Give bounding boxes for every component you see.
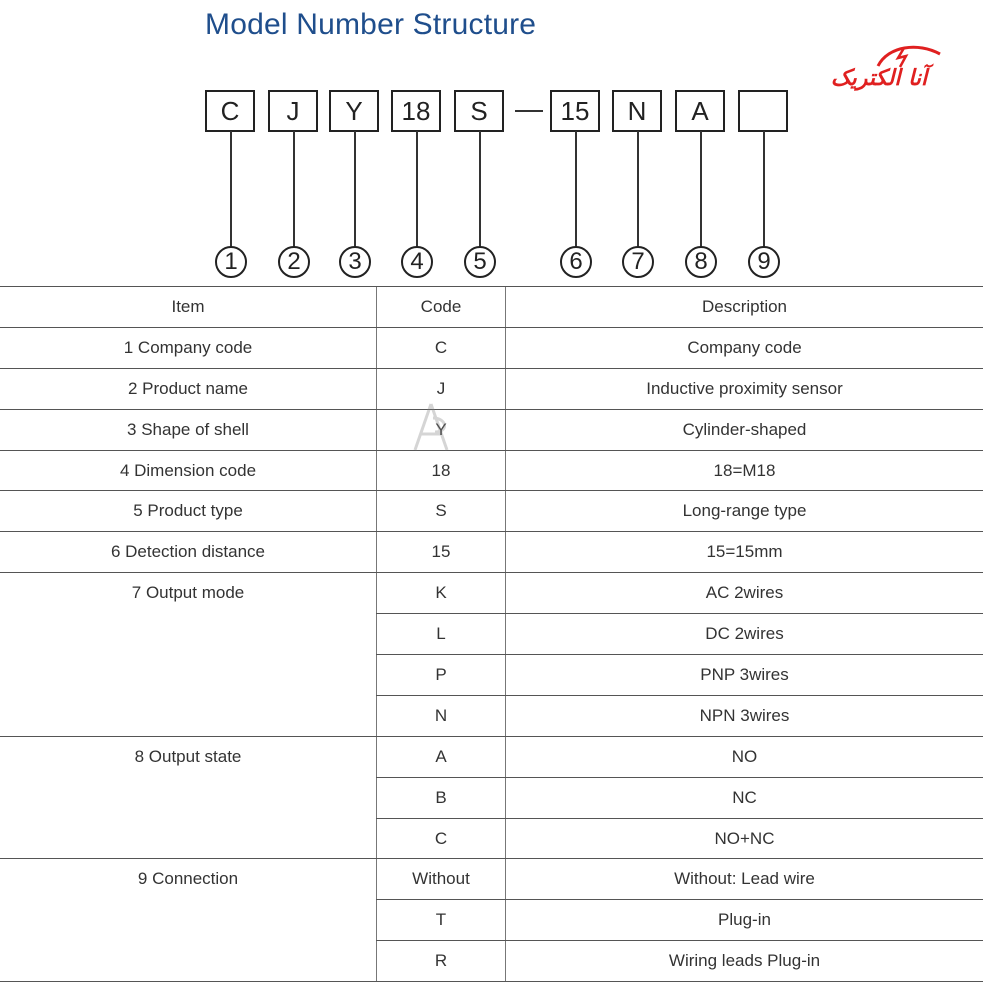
connector-line: [763, 131, 765, 249]
code-cell: S: [377, 491, 506, 532]
table-row: [0, 368, 983, 409]
code-cell: C: [377, 327, 506, 368]
connector-line: [293, 131, 295, 249]
description-cell: DC 2wires: [506, 614, 984, 655]
code-box-7: N: [612, 90, 662, 132]
code-box-6: 15: [550, 90, 600, 132]
table-row: [0, 736, 983, 777]
code-box-9: [738, 90, 788, 132]
code-cell: A: [377, 736, 506, 777]
code-box-5: S: [454, 90, 504, 132]
item-cell: 9 Connection: [0, 859, 377, 982]
header-item: Item: [0, 287, 377, 328]
item-cell: 3 Shape of shell: [0, 409, 377, 450]
code-cell: B: [377, 777, 506, 818]
code-box-4: 18: [391, 90, 441, 132]
description-cell: NPN 3wires: [506, 695, 984, 736]
logo-wordmark: آنا الکتریک: [830, 66, 928, 91]
position-number-7: 7: [622, 246, 654, 278]
code-cell: 18: [377, 450, 506, 491]
connector-line: [637, 131, 639, 249]
table-row: [0, 859, 983, 900]
code-cell: T: [377, 900, 506, 941]
description-cell: NO: [506, 736, 984, 777]
item-cell: 2 Product name: [0, 368, 377, 409]
description-cell: Wiring leads Plug-in: [506, 941, 984, 982]
table-header-row: [0, 287, 983, 328]
table-row: [0, 409, 983, 450]
header-description: Description: [506, 287, 984, 328]
description-cell: NC: [506, 777, 984, 818]
description-cell: Long-range type: [506, 491, 984, 532]
code-box-3: Y: [329, 90, 379, 132]
table-row: [0, 532, 983, 573]
connector-line: [479, 131, 481, 249]
code-cell: L: [377, 614, 506, 655]
connector-line: [700, 131, 702, 249]
connector-line: [230, 131, 232, 249]
table-row: [0, 327, 983, 368]
description-cell: NO+NC: [506, 818, 984, 859]
code-box-2: J: [268, 90, 318, 132]
code-cell: Without: [377, 859, 506, 900]
description-cell: Company code: [506, 327, 984, 368]
table-row: [0, 450, 983, 491]
separator-dash: [515, 110, 543, 112]
model-code-table: [0, 286, 983, 982]
connector-line: [575, 131, 577, 249]
position-number-9: 9: [748, 246, 780, 278]
code-cell: J: [377, 368, 506, 409]
table-row: [0, 573, 983, 614]
code-cell: K: [377, 573, 506, 614]
position-number-3: 3: [339, 246, 371, 278]
position-number-2: 2: [278, 246, 310, 278]
header-code: Code: [377, 287, 506, 328]
description-cell: 18=M18: [506, 450, 984, 491]
position-number-6: 6: [560, 246, 592, 278]
position-number-1: 1: [215, 246, 247, 278]
code-cell: C: [377, 818, 506, 859]
watermark-logo-icon: [403, 400, 459, 456]
code-box-8: A: [675, 90, 725, 132]
position-number-4: 4: [401, 246, 433, 278]
description-cell: Inductive proximity sensor: [506, 368, 984, 409]
position-number-8: 8: [685, 246, 717, 278]
item-cell: 8 Output state: [0, 736, 377, 859]
code-cell: P: [377, 655, 506, 696]
code-cell: R: [377, 941, 506, 982]
connector-line: [416, 131, 418, 249]
description-cell: Plug-in: [506, 900, 984, 941]
description-cell: PNP 3wires: [506, 655, 984, 696]
brand-logo: [808, 40, 950, 100]
table-row: [0, 491, 983, 532]
code-cell: N: [377, 695, 506, 736]
description-cell: Cylinder-shaped: [506, 409, 984, 450]
code-cell: Y: [377, 409, 506, 450]
description-cell: Without: Lead wire: [506, 859, 984, 900]
description-cell: 15=15mm: [506, 532, 984, 573]
connector-line: [354, 131, 356, 249]
item-cell: 6 Detection distance: [0, 532, 377, 573]
page-title: Model Number Structure: [205, 8, 537, 41]
code-box-1: C: [205, 90, 255, 132]
item-cell: 5 Product type: [0, 491, 377, 532]
position-number-5: 5: [464, 246, 496, 278]
item-cell: 7 Output mode: [0, 573, 377, 737]
code-cell: 15: [377, 532, 506, 573]
item-cell: 4 Dimension code: [0, 450, 377, 491]
item-cell: 1 Company code: [0, 327, 377, 368]
description-cell: AC 2wires: [506, 573, 984, 614]
